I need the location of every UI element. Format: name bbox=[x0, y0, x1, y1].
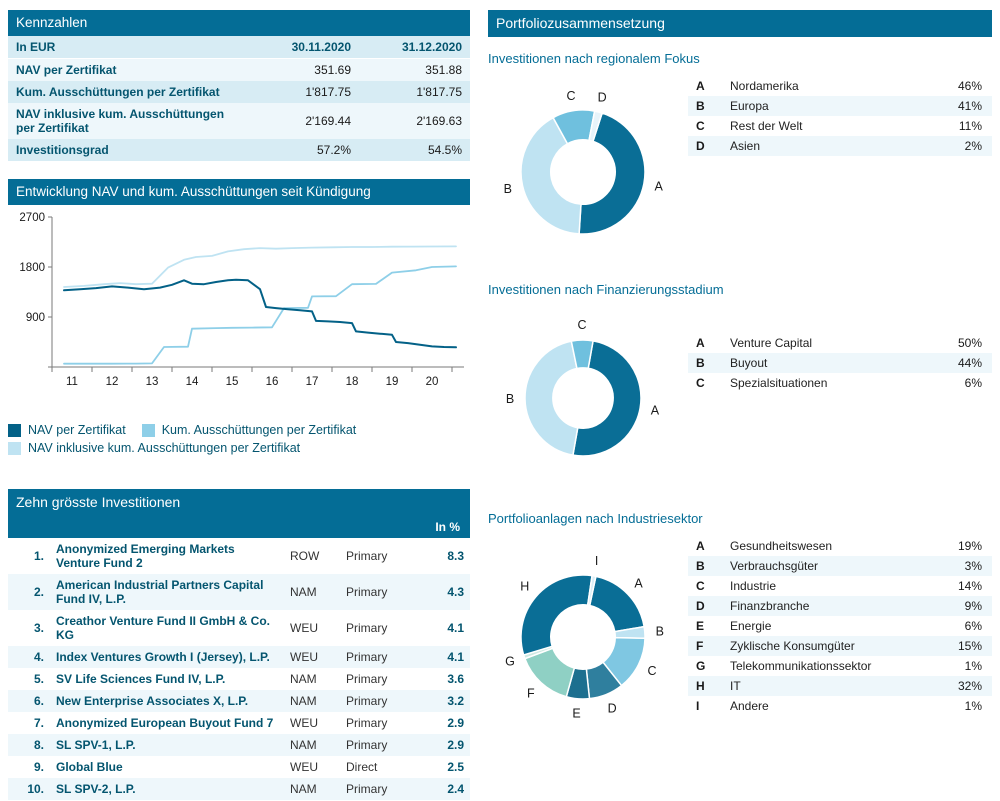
table-row bbox=[8, 734, 470, 756]
nav-development-chart bbox=[8, 205, 470, 415]
row-region: WEU bbox=[284, 646, 340, 668]
row-name: SV Life Sciences Fund IV, L.P. bbox=[50, 668, 284, 690]
svg-text:19: 19 bbox=[385, 376, 399, 388]
row-region: WEU bbox=[284, 610, 340, 646]
legend-key: I bbox=[688, 696, 724, 716]
row-pct: 8.3 bbox=[414, 538, 470, 574]
svg-text:16: 16 bbox=[265, 376, 279, 388]
row-type: Primary bbox=[340, 778, 414, 800]
table-row bbox=[8, 646, 470, 668]
legend-label-distributions: Kum. Ausschüttungen per Zertifikat bbox=[161, 423, 357, 437]
sector-subtitle: Portfolioanlagen nach Industriesektor bbox=[488, 511, 703, 526]
legend-label: Zyklische Konsumgüter bbox=[724, 636, 924, 656]
stage-subtitle: Investitionen nach Finanzierungsstadium bbox=[488, 282, 724, 297]
col-header-pct: In % bbox=[414, 516, 470, 538]
table-header-row bbox=[8, 36, 470, 59]
donut-slice-key: C bbox=[577, 318, 587, 333]
legend-swatch-distributions bbox=[142, 424, 155, 437]
row-region: WEU bbox=[284, 712, 340, 734]
row-value-1: 1'817.75 bbox=[248, 81, 359, 103]
row-name: Anonymized European Buyout Fund 7 bbox=[50, 712, 284, 734]
row-name: Anonymized Emerging Markets Venture Fund 2 bbox=[50, 538, 284, 574]
legend-value: 2% bbox=[924, 136, 992, 156]
svg-text:20: 20 bbox=[425, 376, 439, 388]
row-name: Index Ventures Growth I (Jersey), L.P. bbox=[50, 646, 284, 668]
legend-key: D bbox=[688, 596, 724, 616]
row-region: NAM bbox=[284, 668, 340, 690]
legend-label-nav: NAV per Zertifikat bbox=[28, 423, 126, 437]
donut-slice-key: C bbox=[647, 664, 657, 679]
legend-value: 32% bbox=[924, 676, 992, 696]
legend-value: 1% bbox=[924, 696, 992, 716]
legend-entry bbox=[8, 423, 470, 437]
legend-label: Andere bbox=[724, 696, 924, 716]
donut-slice-key: E bbox=[572, 706, 581, 721]
legend-key: D bbox=[688, 136, 724, 156]
top-ten-header: Zehn grösste Investitionen bbox=[8, 489, 470, 516]
legend-label: Spezialsituationen bbox=[724, 373, 924, 393]
table-row bbox=[8, 59, 470, 82]
row-rank: 10. bbox=[8, 778, 50, 800]
row-region: NAM bbox=[284, 734, 340, 756]
row-rank: 5. bbox=[8, 668, 50, 690]
regional-subtitle: Investitionen nach regionalem Fokus bbox=[488, 51, 700, 66]
table-row bbox=[8, 139, 470, 161]
legend-value: 41% bbox=[924, 96, 992, 116]
sector-legend bbox=[688, 536, 992, 716]
legend-key: G bbox=[688, 656, 724, 676]
row-type: Primary bbox=[340, 690, 414, 712]
row-name: SL SPV-2, L.P. bbox=[50, 778, 284, 800]
legend-key: E bbox=[688, 616, 724, 636]
legend-value: 46% bbox=[924, 76, 992, 96]
row-type: Primary bbox=[340, 574, 414, 610]
sector-donut-wrap bbox=[488, 532, 688, 742]
legend-key: B bbox=[688, 556, 724, 576]
legend-row bbox=[688, 696, 992, 716]
legend-value: 14% bbox=[924, 576, 992, 596]
legend-row bbox=[688, 636, 992, 656]
svg-text:13: 13 bbox=[145, 376, 159, 388]
row-value-2: 1'817.75 bbox=[359, 81, 470, 103]
col-header-date-2: 31.12.2020 bbox=[359, 36, 470, 59]
table-row bbox=[8, 610, 470, 646]
col-header-currency: In EUR bbox=[8, 36, 248, 59]
stage-donut-wrap bbox=[488, 303, 688, 493]
table-row bbox=[8, 690, 470, 712]
legend-entry bbox=[8, 441, 470, 455]
row-pct: 2.5 bbox=[414, 756, 470, 778]
row-pct: 4.3 bbox=[414, 574, 470, 610]
legend-value: 50% bbox=[924, 333, 992, 353]
table-row bbox=[8, 712, 470, 734]
legend-key: H bbox=[688, 676, 724, 696]
row-value-2: 351.88 bbox=[359, 59, 470, 82]
legend-value: 11% bbox=[924, 116, 992, 136]
legend-label: Nordamerika bbox=[724, 76, 924, 96]
row-pct: 4.1 bbox=[414, 610, 470, 646]
spacer-cell bbox=[8, 516, 414, 538]
legend-key: A bbox=[688, 536, 724, 556]
row-label: Kum. Ausschüttungen per Zertifikat bbox=[8, 81, 248, 103]
row-rank: 1. bbox=[8, 538, 50, 574]
row-name: American Industrial Partners Capital Fund IV, L.P. bbox=[50, 574, 284, 610]
row-name: SL SPV-1, L.P. bbox=[50, 734, 284, 756]
legend-swatch-nav bbox=[8, 424, 21, 437]
legend-label: Asien bbox=[724, 136, 924, 156]
sector-donut-chart bbox=[488, 532, 688, 742]
col-header-date-1: 30.11.2020 bbox=[248, 36, 359, 59]
legend-row bbox=[688, 656, 992, 676]
row-rank: 4. bbox=[8, 646, 50, 668]
stage-legend bbox=[688, 333, 992, 393]
legend-row bbox=[688, 373, 992, 393]
donut-slice bbox=[521, 575, 592, 655]
donut-slice bbox=[525, 341, 578, 455]
row-rank: 9. bbox=[8, 756, 50, 778]
row-type: Primary bbox=[340, 610, 414, 646]
row-region: NAM bbox=[284, 690, 340, 712]
row-pct: 2.9 bbox=[414, 734, 470, 756]
legend-swatch-total bbox=[8, 442, 21, 455]
donut-slice-key: D bbox=[607, 701, 617, 716]
right-column bbox=[488, 10, 992, 742]
left-column bbox=[8, 10, 470, 800]
row-label: NAV inklusive kum. Ausschüttungen per Zertifikat bbox=[8, 103, 248, 139]
legend-row bbox=[688, 76, 992, 96]
donut-slice-key: I bbox=[594, 554, 599, 569]
legend-key: B bbox=[688, 353, 724, 373]
svg-text:12: 12 bbox=[105, 376, 119, 388]
row-region: WEU bbox=[284, 756, 340, 778]
row-rank: 6. bbox=[8, 690, 50, 712]
svg-text:11: 11 bbox=[66, 376, 78, 388]
legend-row bbox=[688, 616, 992, 636]
donut-slice-key: F bbox=[527, 686, 535, 701]
legend-value: 6% bbox=[924, 373, 992, 393]
row-value-2: 2'169.63 bbox=[359, 103, 470, 139]
table-row bbox=[8, 778, 470, 800]
row-pct: 2.9 bbox=[414, 712, 470, 734]
kennzahlen-header: Kennzahlen bbox=[8, 10, 470, 36]
legend-row bbox=[688, 576, 992, 596]
legend-label: Telekommunikationssektor bbox=[724, 656, 924, 676]
donut-slice-key: B bbox=[505, 392, 515, 407]
row-value-1: 2'169.44 bbox=[248, 103, 359, 139]
legend-row bbox=[688, 96, 992, 116]
row-type: Direct bbox=[340, 756, 414, 778]
row-type: Primary bbox=[340, 538, 414, 574]
donut-slice-key: B bbox=[655, 624, 664, 639]
table-row bbox=[8, 81, 470, 103]
row-type: Primary bbox=[340, 734, 414, 756]
row-rank: 8. bbox=[8, 734, 50, 756]
row-value-2: 54.5% bbox=[359, 139, 470, 161]
stage-donut-chart bbox=[488, 303, 688, 493]
legend-row bbox=[688, 556, 992, 576]
legend-label: Industrie bbox=[724, 576, 924, 596]
row-label: NAV per Zertifikat bbox=[8, 59, 248, 82]
row-rank: 7. bbox=[8, 712, 50, 734]
legend-row bbox=[688, 596, 992, 616]
legend-label: Venture Capital bbox=[724, 333, 924, 353]
chart-legend bbox=[8, 423, 470, 455]
donut-slice-key: C bbox=[566, 88, 576, 103]
row-pct: 2.4 bbox=[414, 778, 470, 800]
legend-value: 3% bbox=[924, 556, 992, 576]
donut-slice-key: A bbox=[634, 576, 643, 591]
legend-row bbox=[688, 136, 992, 156]
donut-slice-key: G bbox=[505, 654, 515, 669]
regional-legend bbox=[688, 76, 992, 156]
table-header-row bbox=[8, 516, 470, 538]
row-name: Global Blue bbox=[50, 756, 284, 778]
svg-text:900: 900 bbox=[25, 312, 45, 324]
svg-text:17: 17 bbox=[305, 376, 319, 388]
donut-slice-key: B bbox=[503, 181, 513, 196]
legend-value: 44% bbox=[924, 353, 992, 373]
row-name: New Enterprise Associates X, L.P. bbox=[50, 690, 284, 712]
legend-key: C bbox=[688, 116, 724, 136]
legend-key: A bbox=[688, 76, 724, 96]
legend-key: F bbox=[688, 636, 724, 656]
legend-label: Energie bbox=[724, 616, 924, 636]
legend-row bbox=[688, 676, 992, 696]
legend-label-total: NAV inklusive kum. Ausschüttungen per Zertifikat bbox=[28, 441, 301, 455]
legend-label: Rest der Welt bbox=[724, 116, 924, 136]
row-value-1: 57.2% bbox=[248, 139, 359, 161]
table-row bbox=[8, 668, 470, 690]
table-row bbox=[8, 574, 470, 610]
svg-text:2700: 2700 bbox=[19, 212, 45, 224]
legend-value: 15% bbox=[924, 636, 992, 656]
sector-block bbox=[488, 532, 992, 742]
legend-key: A bbox=[688, 333, 724, 353]
donut-slice-key: D bbox=[597, 90, 607, 105]
row-value-1: 351.69 bbox=[248, 59, 359, 82]
row-pct: 3.2 bbox=[414, 690, 470, 712]
stage-block bbox=[488, 303, 992, 493]
table-row bbox=[8, 538, 470, 574]
row-region: ROW bbox=[284, 538, 340, 574]
regional-donut-wrap bbox=[488, 72, 688, 272]
legend-value: 9% bbox=[924, 596, 992, 616]
row-name: Creathor Venture Fund II GmbH & Co. KG bbox=[50, 610, 284, 646]
table-row bbox=[8, 756, 470, 778]
row-region: NAM bbox=[284, 574, 340, 610]
regional-block bbox=[488, 72, 992, 272]
svg-text:15: 15 bbox=[225, 376, 239, 388]
row-pct: 3.6 bbox=[414, 668, 470, 690]
row-pct: 4.1 bbox=[414, 646, 470, 668]
legend-label: Finanzbranche bbox=[724, 596, 924, 616]
svg-text:18: 18 bbox=[345, 376, 359, 388]
row-label: Investitionsgrad bbox=[8, 139, 248, 161]
legend-row bbox=[688, 116, 992, 136]
legend-key: C bbox=[688, 373, 724, 393]
donut-slice-key: A bbox=[650, 403, 660, 418]
row-region: NAM bbox=[284, 778, 340, 800]
legend-label: Verbrauchsgüter bbox=[724, 556, 924, 576]
legend-value: 6% bbox=[924, 616, 992, 636]
legend-key: B bbox=[688, 96, 724, 116]
donut-slice-key: A bbox=[654, 179, 663, 194]
row-type: Primary bbox=[340, 668, 414, 690]
kennzahlen-table bbox=[8, 36, 470, 161]
regional-donut-chart bbox=[488, 72, 688, 272]
row-rank: 2. bbox=[8, 574, 50, 610]
svg-text:1800: 1800 bbox=[19, 262, 45, 274]
row-rank: 3. bbox=[8, 610, 50, 646]
legend-label: IT bbox=[724, 676, 924, 696]
legend-row bbox=[688, 333, 992, 353]
legend-label: Buyout bbox=[724, 353, 924, 373]
chart-header: Entwicklung NAV und kum. Ausschüttungen seit Kündigung bbox=[8, 179, 470, 205]
row-type: Primary bbox=[340, 712, 414, 734]
legend-row bbox=[688, 353, 992, 373]
donut-slice-key: H bbox=[520, 579, 530, 594]
table-row bbox=[8, 103, 470, 139]
legend-key: C bbox=[688, 576, 724, 596]
line-chart-svg bbox=[8, 205, 470, 410]
legend-row bbox=[688, 536, 992, 556]
legend-label: Gesundheitswesen bbox=[724, 536, 924, 556]
legend-label: Europa bbox=[724, 96, 924, 116]
top-ten-table bbox=[8, 516, 470, 800]
portfolio-header: Portfoliozusammensetzung bbox=[488, 10, 992, 37]
legend-value: 19% bbox=[924, 536, 992, 556]
legend-value: 1% bbox=[924, 656, 992, 676]
row-type: Primary bbox=[340, 646, 414, 668]
svg-text:14: 14 bbox=[185, 376, 199, 388]
